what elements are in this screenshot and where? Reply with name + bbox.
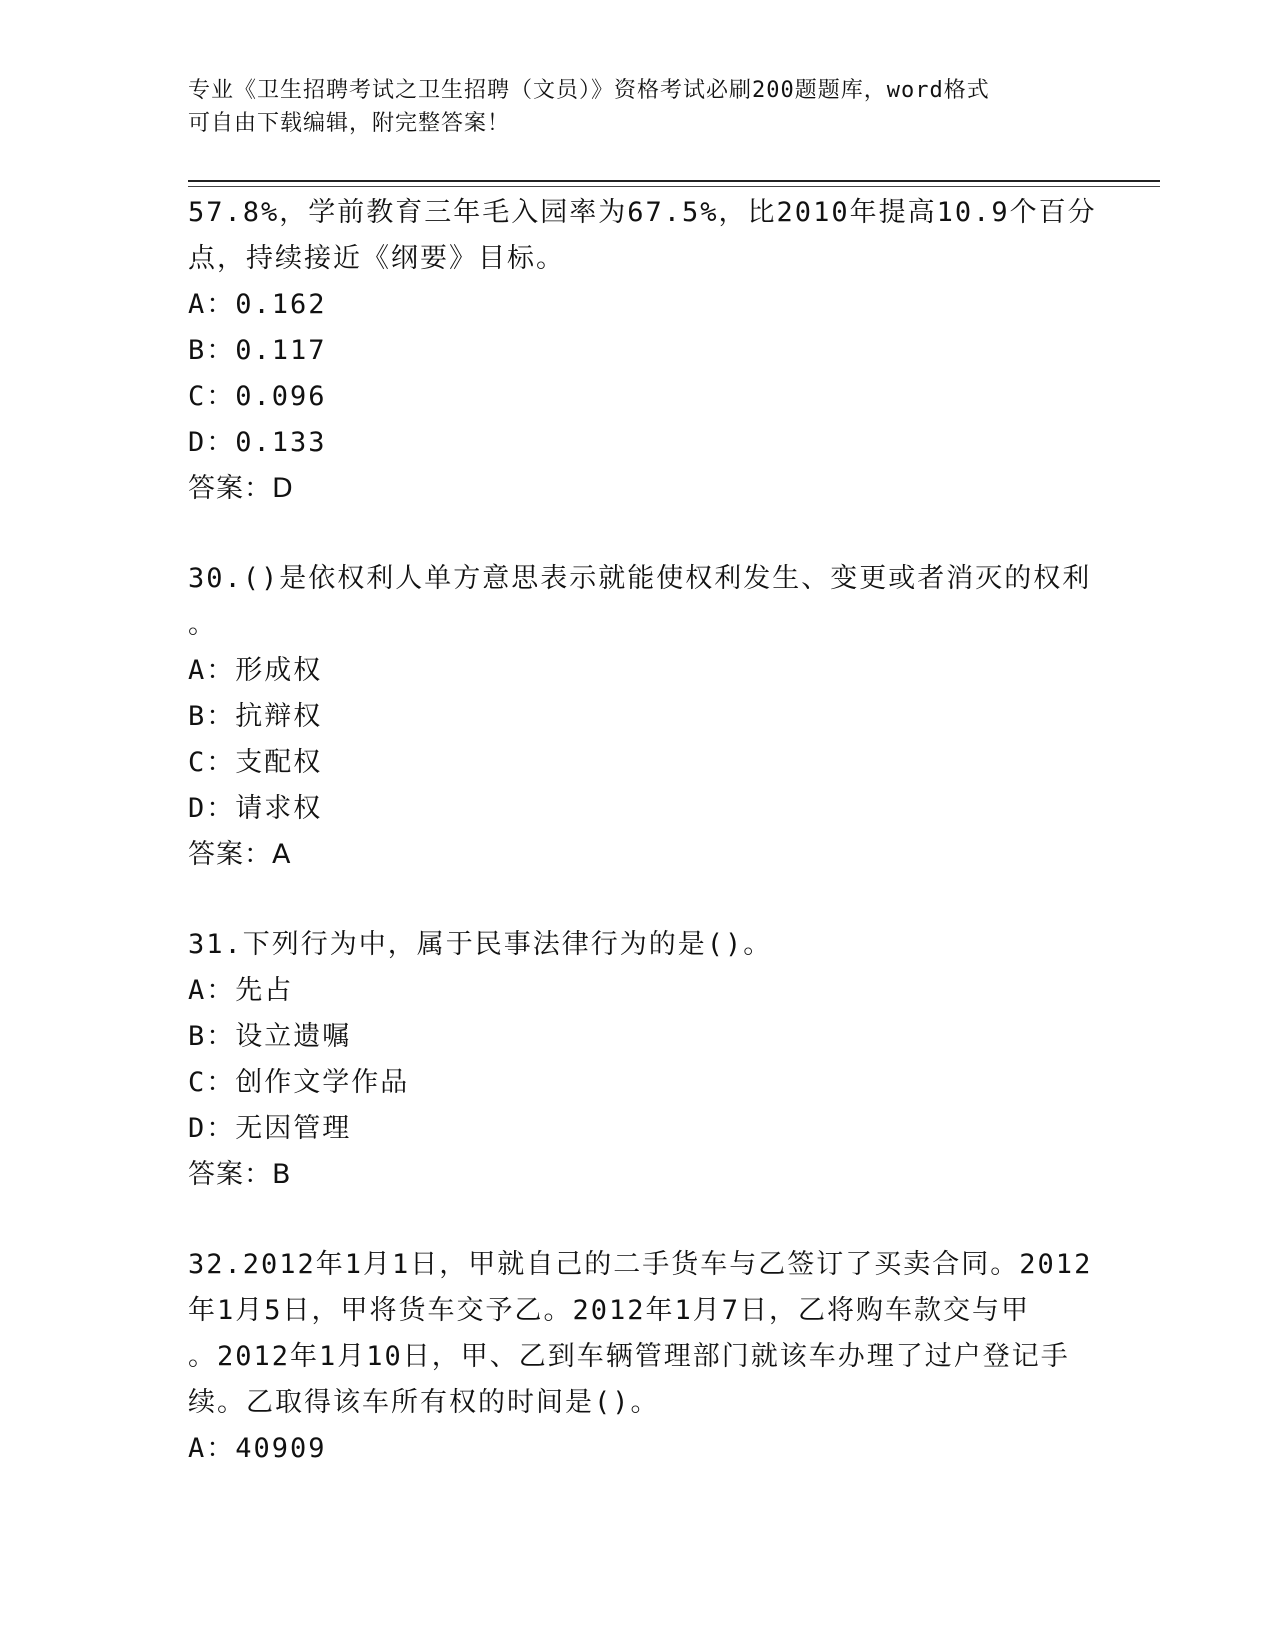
option-c: C：支配权 xyxy=(188,747,323,778)
option-a: A：40909 xyxy=(188,1433,327,1464)
option-a: A：先占 xyxy=(188,975,294,1006)
header-line-1: 专业《卫生招聘考试之卫生招聘（文员）》资格考试必刷200题题库，word格式 xyxy=(188,78,990,103)
question-30 xyxy=(188,556,1092,878)
question-text-line: 年1月5日，甲将货车交予乙。2012年1月7日，乙将购车款交与甲 xyxy=(188,1295,1031,1326)
option-a: A：0.162 xyxy=(188,289,327,320)
option-d: D：无因管理 xyxy=(188,1113,352,1144)
spacer xyxy=(188,1198,1088,1242)
option-c: C：0.096 xyxy=(188,381,327,412)
header-rule-thin xyxy=(188,186,1160,187)
question-29 xyxy=(188,190,1097,512)
option-d: D：0.133 xyxy=(188,427,327,458)
spacer xyxy=(188,512,1088,556)
question-32 xyxy=(188,1242,1093,1472)
question-list xyxy=(188,190,1097,1472)
document-header xyxy=(188,74,1088,140)
question-text-line: 31.下列行为中，属于民事法律行为的是()。 xyxy=(188,929,773,960)
question-text-line: 。 xyxy=(188,609,217,640)
question-text-line: 30.()是依权利人单方意思表示就能使权利发生、变更或者消灭的权利 xyxy=(188,563,1092,594)
answer-label: 答案：B xyxy=(188,1159,292,1190)
question-text-line: 57.8%，学前教育三年毛入园率为67.5%，比2010年提高10.9个百分 xyxy=(188,197,1097,228)
question-text-line: 。2012年1月10日，甲、乙到车辆管理部门就该车办理了过户登记手 xyxy=(188,1341,1070,1372)
option-b: B：设立遗嘱 xyxy=(188,1021,352,1052)
option-b: B：0.117 xyxy=(188,335,327,366)
option-d: D：请求权 xyxy=(188,793,323,824)
question-text-line: 点，持续接近《纲要》目标。 xyxy=(188,243,565,274)
option-a: A：形成权 xyxy=(188,655,323,686)
answer-label: 答案：A xyxy=(188,839,292,870)
spacer xyxy=(188,878,1088,922)
header-line-2: 可自由下载编辑，附完整答案！ xyxy=(188,111,511,136)
answer-label: 答案：D xyxy=(188,473,294,504)
option-b: B：抗辩权 xyxy=(188,701,323,732)
question-text-line: 32.2012年1月1日，甲就自己的二手货车与乙签订了买卖合同。2012 xyxy=(188,1249,1093,1280)
question-text-line: 续。乙取得该车所有权的时间是()。 xyxy=(188,1387,660,1418)
option-c: C：创作文学作品 xyxy=(188,1067,410,1098)
header-rule-thick xyxy=(188,180,1160,182)
question-31 xyxy=(188,922,1088,1198)
